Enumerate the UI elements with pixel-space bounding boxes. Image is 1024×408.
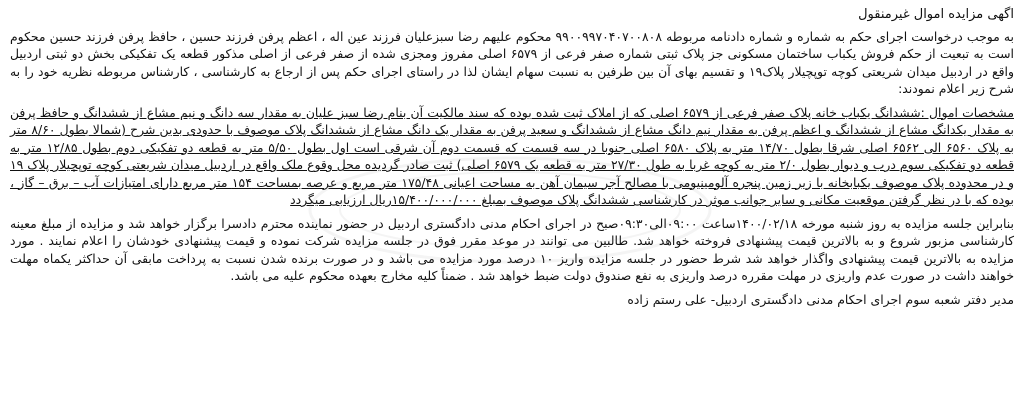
notice-title: اگهی مزایده اموال غیرمنقول: [858, 7, 1014, 22]
notice-intro-paragraph: به موجب درخواست اجرای حکم به شماره و شماره دادنامه مربوطه ۹۹۰۰۹۹۷۰۴۰۷۰۰۸۰۸ محکوم علیهم رضا سبزعلیان فرزند عین اله ، اعظم پرفن فرزند حسین ، حافظ پرفن فرزند حسین محکوم است به تبعیت از حکم فروش یکباب ساختمان مسکونی جز پلاک ثبتی شماره صفر فرعی از ۶۵۷۹ اصلی مفروز ومجزی شده از صفر فرعی از اصلی مذکور قطعه یک تفکیکی بخش دو ثبتی اردبیل واقع در اردبیل میدان شریعتی کوچه توپچیلار پلاک۱۹ و تقسیم بهای آن بین طرفین به نسبت سهام ایشان لذا در راستای اجرای حکم پس از ارجاع به کارشناسی ، کارشناس مربوطه نظریه خود را به شرح زیر اعلام نمودند:: [10, 28, 1014, 96]
signature-line: مدیر دفتر شعبه سوم اجرای احکام مدنی دادگستری اردبیل- علی رستم زاده: [627, 291, 1014, 307]
property-specifications: مشخصات اموال :ششدانگ یکباب خانه پلاک صفر فرعی از ۶۵۷۹ اصلی که از املاک ثبت شده بوده که سند مالکیت آن بنام رضا سبز علیان به مقدار سه دانگ و نیم مشاع از ششدانگ و حافظ پرفن به مقدار یکدانگ مشاع از ششدانگ و اعظم پرفن به مقدار نیم دانگ مشاع از ششدانگ و سعید پرفن به مقدار یک دانگ مشاع از ششدانگ پلاک موصوف با حدودی بدین شرح (شمالا بطول ۸/۶۰ متر به پلاک ۶۵۶۰ الی ۶۵۶۲ اصلی شرقا بطول ۱۴/۷۰ متر به پلاک ۶۵۸۰ اصلی جنوبا در سه قسمت که قسمت دوم آن شرقی است اول بطول ۵/۵۰ متر به قطعه دو تفکیکی دوم بطول ۱۲/۸۵ متر به قطعه دو تفکیکی سوم درب و دیوار بطول ۲/۰ متر به کوچه غربا به طول ۲۷/۳۰ متر به قطعه یک ۶۵۷۹ اصلی) ثبت صادر گردیده محل وقوع ملک واقع در اردبیل میدان شریعتی کوچه توپچیلار پلاک ۱۹ و در محدوده پلاک موصوف یکبابخانه با زیر زمین پنجره آلومینیومی با مصالح آجر سیمان آهن به مساحت اعیانی ۱۷۵/۴۸ متر مربع و عرصه بمساحت ۱۵۴ متر مربع دارای امتیازات آب – برق – گاز ، بوده که با در نظر گرفتن موقعیت مکانی و سایر جوانب موثر در کارشناسی ششدانگ پلاک موصوف بمبلغ ۱۵/۴۰۰/۰۰۰/۰۰۰ریال ارزیابی میگردد: [10, 104, 1015, 207]
auction-terms-paragraph: بنابراین جلسه مزایده به روز شنبه مورخه ۱۴۰۰/۰۲/۱۸ساعت ۰۹:۰۰الی۰۹:۳۰صبح در اجرای احکام مدنی دادگستری اردبیل در حضور نماینده محترم دادسرا برگزار خواهد شد و مزایده از مبلغ معینه کارشناسی مزبور شروع و به بالاترین قیمت پیشنهادی فروخته خواهد شد. طالبین می توانند در موعد مقرر فوق در جلسه مزایده شرکت نموده و قیمت پیشنهادی خودشان را اعلام نمایند . مورد مزایده به بالاترین قیمت پیشنهادی واگذار خواهد شد شرط حضور در جلسه مزایده واریز ۱۰ درصد مورد مزایده می باشد و در صورت برنده شدن نسبت به پرداخت مابقی آن حداکثر یکماه مهلت خواهند داشت در صورت عدم واریزی در مهلت مقرره درصد واریزی به نفع صندوق دولت ضبط خواهد شد . ضمناً کلیه مخارج بعهده محکوم علیه می باشد.: [10, 215, 1014, 283]
